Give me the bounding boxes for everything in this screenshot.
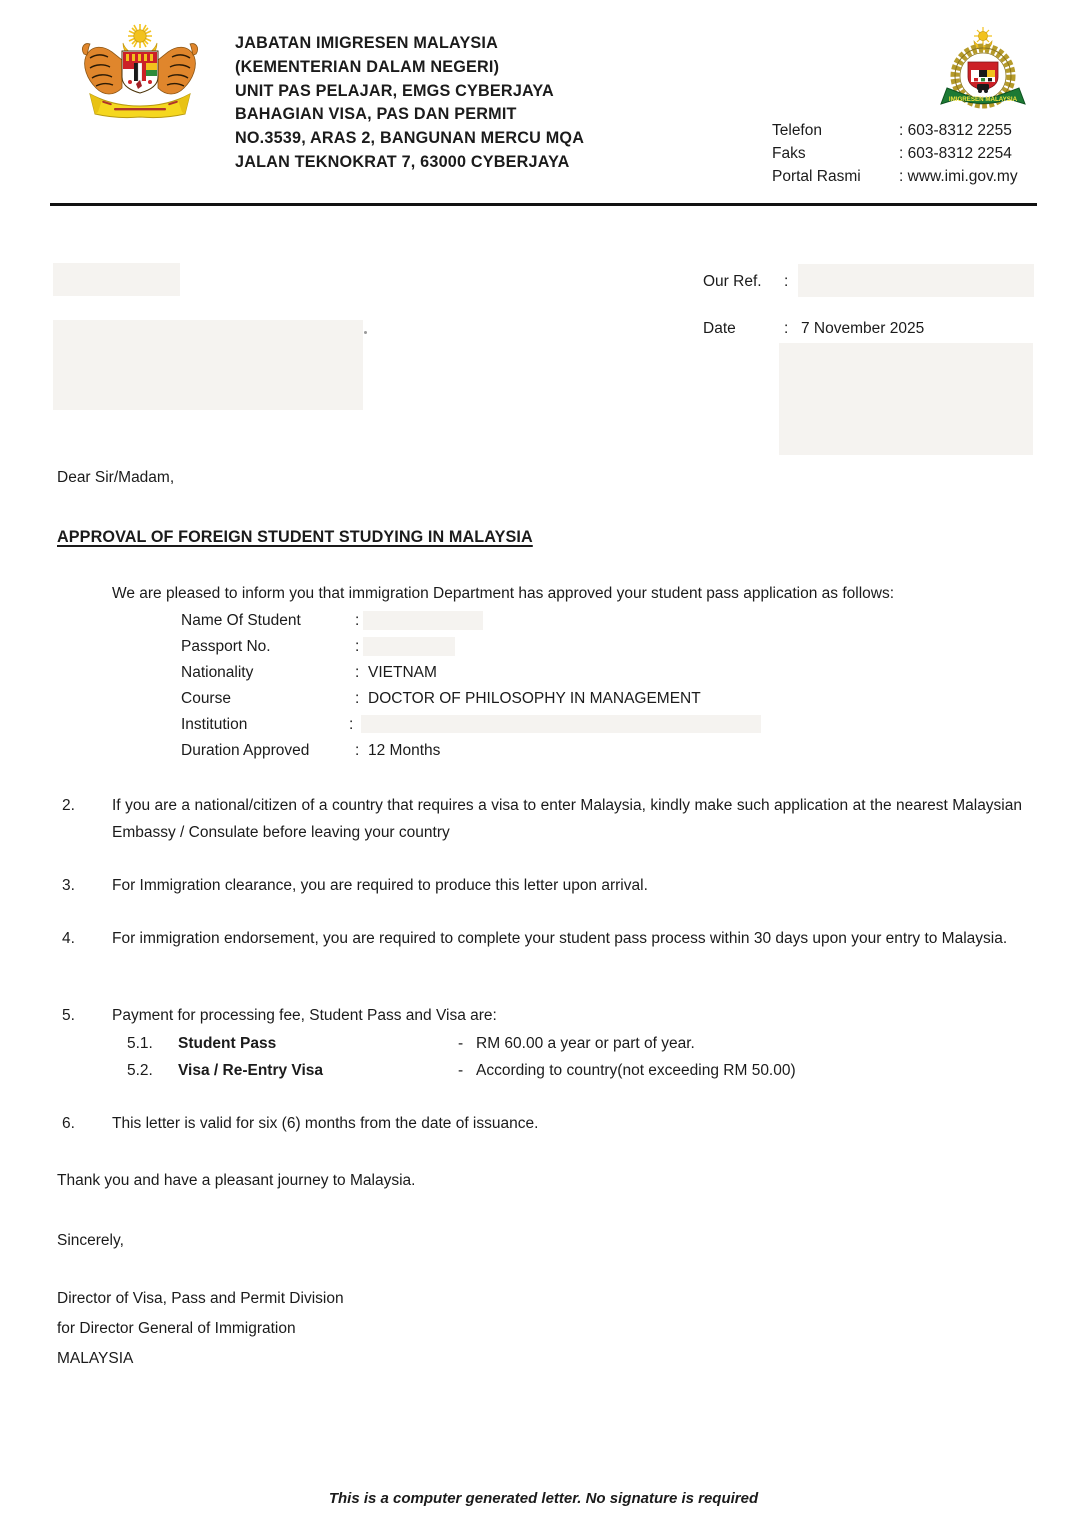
date-value: 7 November 2025 — [801, 320, 925, 337]
detail-value-course: DOCTOR OF PHILOSOPHY IN MANAGEMENT — [368, 690, 701, 707]
redacted-our-ref-box — [798, 264, 1034, 297]
fee-number: 5.1. — [127, 1035, 153, 1052]
intro-paragraph: We are pleased to inform you that immigration Department has approved your student pass application as follows: — [112, 585, 895, 602]
org-line: JALAN TEKNOKRAT 7, 63000 CYBERJAYA — [235, 152, 570, 171]
item-number: 3. — [62, 877, 75, 894]
our-ref-label: Our Ref. — [703, 273, 762, 290]
detail-label-passport: Passport No. — [181, 638, 271, 655]
org-line: (KEMENTERIAN DALAM NEGERI) — [235, 57, 500, 76]
redacted-passport-value-box — [363, 637, 455, 656]
salutation: Dear Sir/Madam, — [57, 469, 175, 486]
signature-line: for Director General of Immigration — [57, 1320, 296, 1337]
fee-label: Student Pass — [178, 1035, 277, 1052]
redacted-sender-ref-box — [53, 263, 180, 296]
colon: : — [899, 122, 904, 139]
fee-description: RM 60.00 a year or part of year. — [476, 1035, 695, 1052]
sincerely-line: Sincerely, — [57, 1232, 124, 1249]
subject-line: APPROVAL OF FOREIGN STUDENT STUDYING IN MALAYSIA — [57, 528, 533, 546]
contact-label: Telefon — [772, 122, 822, 139]
imigresen-malaysia-crest-icon — [933, 26, 1033, 123]
header-divider-rule — [50, 203, 1037, 206]
item-text: This letter is valid for six (6) months from the date of issuance. — [112, 1115, 539, 1132]
fee-label: Visa / Re-Entry Visa — [178, 1062, 324, 1079]
colon: : — [349, 716, 354, 733]
redacted-recipient-address-box — [53, 320, 363, 410]
colon: : — [784, 320, 789, 337]
signature-line: Director of Visa, Pass and Permit Division — [57, 1290, 344, 1307]
item-text: For immigration endorsement, you are required to complete your student pass process within 30 days upon your entry to Malaysia. — [112, 930, 1008, 947]
colon: : — [355, 638, 360, 655]
signature-line: MALAYSIA — [57, 1350, 134, 1367]
colon: : — [899, 145, 904, 163]
item-text: For Immigration clearance, you are required to produce this letter upon arrival. — [112, 877, 648, 894]
org-line: BAHAGIAN VISA, PAS DAN PERMIT — [235, 105, 517, 124]
contact-value-phone: 603-8312 2255 — [907, 122, 1012, 139]
computer-generated-note: This is a computer generated letter. No signature is required — [328, 1490, 759, 1507]
detail-label-duration: Duration Approved — [181, 742, 310, 759]
thanks-line: Thank you and have a pleasant journey to Malaysia. — [57, 1172, 416, 1189]
contact-row-telefon — [772, 119, 1052, 142]
colon: : — [355, 742, 360, 759]
org-address-block — [235, 32, 584, 175]
detail-label-nationality: Nationality — [181, 664, 254, 681]
detail-value-duration: 12 Months — [368, 742, 441, 759]
contact-label: Faks — [772, 145, 806, 163]
colon: : — [355, 664, 360, 681]
fee-number: 5.2. — [127, 1062, 153, 1079]
crest-banner-text: IMIGRESEN MALAYSIA — [948, 96, 1018, 103]
org-line: JABATAN IMIGRESEN MALAYSIA — [235, 34, 499, 52]
org-line: NO.3539, ARAS 2, BANGUNAN MERCU MQA — [235, 129, 585, 148]
redacted-stamp-box — [779, 343, 1033, 455]
redacted-name-value-box — [363, 611, 483, 630]
contact-row-faks — [772, 142, 1052, 165]
detail-label-name: Name Of Student — [181, 612, 301, 629]
colon: : — [899, 168, 904, 186]
dash: - — [458, 1035, 464, 1052]
fee-description: According to country(not exceeding RM 50.00) — [476, 1062, 796, 1079]
malaysia-coat-of-arms-icon — [78, 22, 202, 126]
colon: : — [355, 690, 360, 707]
org-line: UNIT PAS PELAJAR, EMGS CYBERJAYA — [235, 81, 554, 100]
date-label: Date — [703, 320, 736, 337]
contact-label: Portal Rasmi — [772, 168, 861, 186]
address-trailing-dot — [364, 331, 367, 334]
contact-block — [772, 119, 1052, 189]
signature-block — [57, 1284, 344, 1374]
dash: - — [458, 1062, 464, 1079]
item-text: If you are a national/citizen of a country that requires a visa to enter Malaysia, kindly make such application at the nearest Malaysian Embassy / Consulate before leaving your country — [112, 797, 1022, 841]
item-number: 4. — [62, 930, 75, 947]
colon: : — [355, 612, 360, 629]
redacted-institution-value-box — [361, 715, 761, 733]
item-number: 6. — [62, 1115, 75, 1132]
colon: : — [784, 273, 789, 290]
detail-value-nationality: VIETNAM — [368, 664, 437, 681]
detail-label-course: Course — [181, 690, 231, 707]
item-text: Payment for processing fee, Student Pass and Visa are: — [112, 1007, 497, 1024]
contact-value-fax: 603-8312 2254 — [907, 145, 1012, 163]
item-number: 2. — [62, 797, 75, 814]
contact-row-portal — [772, 165, 1052, 188]
item-number: 5. — [62, 1007, 75, 1024]
contact-value-portal: www.imi.gov.my — [907, 168, 1018, 186]
detail-label-institution: Institution — [181, 716, 248, 733]
